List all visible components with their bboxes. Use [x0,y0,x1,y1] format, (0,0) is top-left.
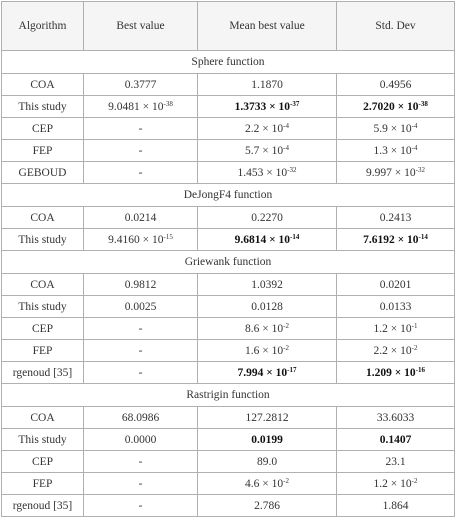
cell-mean-best-value [198,229,337,251]
cell-std-dev-text: 0.1407 [379,433,412,446]
cell-std-dev-exponent: -16 [415,365,426,374]
cell-std-dev-text: 1.209 × 10 [365,366,416,379]
cell-std-dev-text: 23.1 [385,455,406,468]
cell-std-dev [337,229,455,251]
table-row [2,495,455,517]
cell-best-value [84,473,198,495]
cell-algorithm-text: FEP [32,344,53,357]
cell-algorithm-text: This study [18,300,67,313]
cell-algorithm [2,274,84,296]
table-row [2,96,455,118]
cell-mean-best-value-text: 89.0 [256,455,278,468]
cell-std-dev [337,340,455,362]
cell-algorithm [2,96,84,118]
cell-best-value [84,451,198,473]
cell-mean-best-value [198,140,337,162]
table-row [2,473,455,495]
cell-std-dev-text: 0.4956 [379,78,412,91]
cell-best-value [84,495,198,517]
cell-std-dev [337,162,455,184]
cell-std-dev-exponent: -2 [411,476,418,485]
cell-best-value [84,229,198,251]
cell-mean-best-value [198,118,337,140]
cell-std-dev [337,473,455,495]
cell-algorithm [2,451,84,473]
cell-algorithm [2,495,84,517]
cell-std-dev-exponent: -32 [415,165,425,174]
cell-std-dev [337,207,455,229]
cell-std-dev-text: 33.6033 [376,411,415,424]
cell-algorithm [2,140,84,162]
cell-std-dev [337,451,455,473]
section-title: Sphere function [2,51,455,74]
cell-std-dev-text: 0.2413 [379,211,412,224]
cell-std-dev-exponent: -38 [418,99,428,108]
cell-algorithm [2,473,84,495]
cell-best-value [84,118,198,140]
cell-best-value [84,96,198,118]
cell-mean-best-value-exponent: -4 [283,143,289,152]
table-row [2,340,455,362]
cell-std-dev [337,429,455,451]
cell-algorithm [2,162,84,184]
cell-best-value-text: - [138,366,143,379]
cell-best-value [84,274,198,296]
cell-mean-best-value [198,362,337,384]
cell-std-dev-text: 1.2 × 10 [373,322,412,335]
cell-std-dev [337,96,455,118]
cell-mean-best-value [198,407,337,429]
cell-std-dev [337,296,455,318]
cell-best-value-text: 9.4160 × 10 [108,233,164,246]
header-mean-best-value: Mean best value [198,2,337,51]
cell-std-dev [337,118,455,140]
cell-std-dev-text: 0.0133 [379,300,412,313]
results-table [1,1,455,517]
table-row [2,429,455,451]
cell-best-value-exponent: -38 [163,99,173,108]
cell-std-dev [337,495,455,517]
section-header-row [2,384,455,407]
cell-best-value [84,140,198,162]
cell-best-value-text: - [138,344,143,357]
cell-std-dev [337,74,455,96]
cell-algorithm-text: COA [30,411,55,424]
cell-algorithm-text: COA [30,211,55,224]
cell-mean-best-value-exponent: -37 [290,99,300,108]
cell-best-value [84,207,198,229]
table-row [2,296,455,318]
cell-algorithm-text: CEP [31,455,54,468]
cell-mean-best-value-text: 127.2812 [245,411,289,424]
cell-algorithm-text: CEP [31,122,54,135]
cell-std-dev [337,362,455,384]
cell-mean-best-value-text: 2.2 × 10 [245,122,284,135]
cell-algorithm [2,429,84,451]
cell-std-dev-exponent: -14 [418,232,428,241]
cell-algorithm-text: GEBOUD [18,166,67,179]
cell-algorithm-text: FEP [32,144,53,157]
cell-mean-best-value [198,207,337,229]
cell-mean-best-value-text: 1.453 × 10 [237,166,288,179]
header-best-value: Best value [84,2,198,51]
cell-algorithm [2,296,84,318]
cell-mean-best-value-text: 2.786 [254,499,280,512]
cell-std-dev [337,407,455,429]
cell-best-value [84,296,198,318]
cell-mean-best-value-exponent: -2 [283,321,289,330]
cell-std-dev-exponent: -2 [411,343,418,352]
cell-std-dev [337,274,455,296]
cell-std-dev-exponent: -4 [411,121,418,130]
cell-mean-best-value-exponent: -4 [283,121,289,130]
table-row [2,162,455,184]
header-algorithm: Algorithm [2,2,84,51]
cell-std-dev-text: 0.0201 [379,278,412,291]
header-row [2,2,455,51]
cell-algorithm-text: This study [18,433,67,446]
cell-best-value-exponent: -15 [163,232,173,241]
cell-mean-best-value-exponent: -32 [287,165,297,174]
cell-algorithm [2,318,84,340]
cell-mean-best-value [198,274,337,296]
section-header-row [2,251,455,274]
cell-best-value-text: 68.0986 [121,411,160,424]
cell-mean-best-value [198,473,337,495]
cell-mean-best-value-text: 0.2270 [251,211,283,224]
cell-best-value-text: 0.9812 [124,278,157,291]
table-row [2,407,455,429]
table-row [2,451,455,473]
cell-best-value-text: - [138,455,143,468]
cell-mean-best-value [198,495,337,517]
cell-best-value [84,340,198,362]
cell-algorithm-text: rgenoud [35] [12,499,73,512]
section-header-row [2,51,455,74]
cell-mean-best-value-text: 4.6 × 10 [245,477,284,490]
cell-algorithm-text: This study [18,100,67,113]
cell-algorithm [2,74,84,96]
cell-mean-best-value [198,340,337,362]
cell-mean-best-value [198,296,337,318]
cell-mean-best-value-text: 1.1870 [251,78,283,91]
cell-mean-best-value [198,451,337,473]
table-row [2,229,455,251]
table-row [2,140,455,162]
cell-algorithm-text: CEP [31,322,54,335]
cell-std-dev-text: 1.864 [382,499,409,512]
cell-mean-best-value-text: 1.0392 [251,278,283,291]
cell-std-dev [337,318,455,340]
cell-best-value [84,407,198,429]
cell-std-dev-text: 1.3 × 10 [373,144,412,157]
section-title: DeJongF4 function [2,184,455,207]
cell-best-value-text: 0.0025 [124,300,157,313]
table-row [2,318,455,340]
cell-algorithm [2,362,84,384]
cell-best-value [84,362,198,384]
table-body [2,51,455,517]
cell-best-value-text: 0.0000 [124,433,157,446]
cell-mean-best-value-text: 0.0128 [251,300,283,313]
cell-std-dev-exponent: -4 [411,143,418,152]
cell-algorithm-text: COA [30,78,55,91]
cell-mean-best-value [198,162,337,184]
cell-mean-best-value-text: 9.6814 × 10 [234,233,291,246]
cell-std-dev-text: 2.2 × 10 [373,344,412,357]
cell-mean-best-value-text: 5.7 × 10 [245,144,284,157]
cell-std-dev-text: 2.7020 × 10 [363,100,419,113]
table-row [2,207,455,229]
cell-mean-best-value [198,96,337,118]
section-header-row [2,184,455,207]
table-row [2,274,455,296]
cell-best-value [84,429,198,451]
cell-std-dev-text: 7.6192 × 10 [363,233,419,246]
cell-mean-best-value-exponent: -2 [283,343,289,352]
cell-best-value-text: - [138,477,143,490]
cell-best-value-text: 9.0481 × 10 [108,100,164,113]
cell-mean-best-value-exponent: -17 [287,365,297,374]
section-title: Rastrigin function [2,384,455,407]
cell-mean-best-value [198,74,337,96]
cell-mean-best-value-exponent: -2 [283,476,289,485]
cell-algorithm-text: This study [18,233,67,246]
cell-mean-best-value-text: 1.6 × 10 [245,344,284,357]
cell-best-value [84,318,198,340]
table-row [2,74,455,96]
cell-mean-best-value [198,318,337,340]
cell-algorithm-text: FEP [32,477,53,490]
cell-algorithm [2,407,84,429]
cell-std-dev-exponent: -1 [411,321,418,330]
cell-best-value-text: 0.0214 [124,211,157,224]
cell-mean-best-value-text: 1.3733 × 10 [234,100,291,113]
cell-best-value-text: - [138,144,143,157]
cell-mean-best-value-text: 7.994 × 10 [237,366,288,379]
cell-mean-best-value-exponent: -14 [290,232,300,241]
cell-algorithm-text: COA [30,278,55,291]
cell-best-value-text: - [138,166,143,179]
cell-best-value-text: - [138,322,143,335]
table-row [2,118,455,140]
cell-mean-best-value-text: 0.0199 [251,433,283,446]
cell-algorithm [2,207,84,229]
cell-best-value [84,162,198,184]
cell-mean-best-value-text: 8.6 × 10 [245,322,284,335]
cell-mean-best-value [198,429,337,451]
cell-algorithm [2,229,84,251]
cell-algorithm [2,118,84,140]
cell-best-value-text: - [138,499,143,512]
cell-std-dev-text: 9.997 × 10 [366,166,416,179]
cell-std-dev-text: 1.2 × 10 [373,477,412,490]
header-std-dev: Std. Dev [337,2,455,51]
cell-best-value [84,74,198,96]
cell-std-dev-text: 5.9 × 10 [373,122,412,135]
cell-std-dev [337,140,455,162]
cell-best-value-text: - [138,122,143,135]
section-title: Griewank function [2,251,455,274]
cell-algorithm [2,340,84,362]
cell-best-value-text: 0.3777 [124,78,157,91]
cell-algorithm-text: rgenoud [35] [12,366,73,379]
table-row [2,362,455,384]
